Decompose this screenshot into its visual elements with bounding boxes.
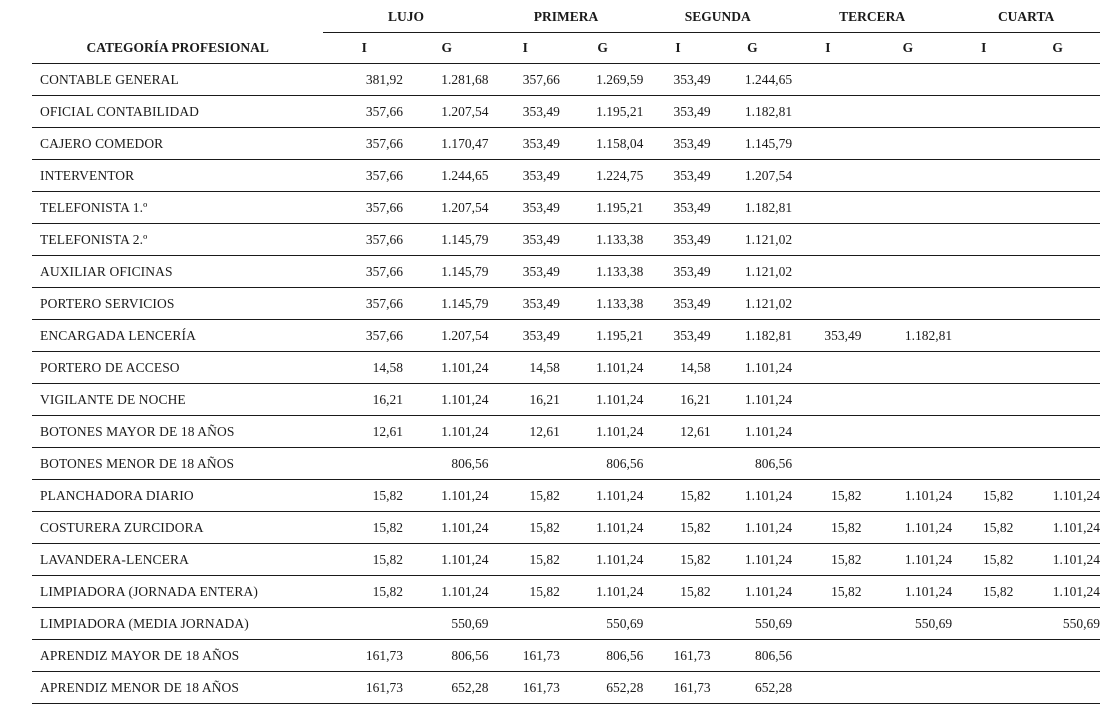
value-cell-g: 1.101,24 — [864, 512, 953, 544]
value-cell-i: 353,49 — [489, 128, 562, 160]
table-row — [32, 160, 1100, 192]
value-cell-i: 353,49 — [489, 288, 562, 320]
value-cell-g: 1.101,24 — [864, 544, 953, 576]
value-cell-g: 1.101,24 — [562, 352, 644, 384]
value-cell-i — [792, 640, 863, 672]
category-cell: TELEFONISTA 2.º — [32, 224, 323, 256]
table-row — [32, 128, 1100, 160]
value-cell-g — [864, 160, 953, 192]
value-cell-g: 1.158,04 — [562, 128, 644, 160]
category-cell: CONTABLE GENERAL — [32, 64, 323, 96]
value-cell-g: 550,69 — [864, 608, 953, 640]
value-cell-i — [489, 608, 562, 640]
value-cell-g — [864, 672, 953, 704]
value-cell-i — [952, 416, 1015, 448]
value-cell-i — [952, 96, 1015, 128]
table-row — [32, 224, 1100, 256]
value-cell-g: 1.224,75 — [562, 160, 644, 192]
table-row — [32, 416, 1100, 448]
value-cell-i — [643, 608, 712, 640]
value-cell-i: 353,49 — [489, 160, 562, 192]
value-cell-i: 357,66 — [323, 256, 405, 288]
value-cell-g: 1.145,79 — [713, 128, 793, 160]
value-cell-g — [1015, 640, 1100, 672]
value-cell-g: 1.207,54 — [405, 96, 489, 128]
value-cell-g: 1.195,21 — [562, 96, 644, 128]
value-cell-g: 1.101,24 — [562, 512, 644, 544]
value-cell-g: 1.101,24 — [864, 480, 953, 512]
value-cell-g: 1.170,47 — [405, 128, 489, 160]
value-cell-i: 16,21 — [323, 384, 405, 416]
value-cell-g: 652,28 — [562, 672, 644, 704]
value-cell-i — [323, 448, 405, 480]
value-cell-g: 1.195,21 — [562, 192, 644, 224]
sub-header-i: I — [952, 33, 1015, 64]
value-cell-i: 15,82 — [323, 512, 405, 544]
salary-table — [32, 0, 1100, 704]
value-cell-i — [792, 608, 863, 640]
category-cell: PLANCHADORA DIARIO — [32, 480, 323, 512]
value-cell-g: 1.101,24 — [713, 384, 793, 416]
value-cell-g: 652,28 — [405, 672, 489, 704]
value-cell-g: 1.101,24 — [1015, 512, 1100, 544]
value-cell-g: 550,69 — [405, 608, 489, 640]
value-cell-g — [864, 96, 953, 128]
value-cell-i: 14,58 — [323, 352, 405, 384]
value-cell-g — [1015, 288, 1100, 320]
value-cell-g: 1.101,24 — [405, 576, 489, 608]
value-cell-g: 1.269,59 — [562, 64, 644, 96]
value-cell-g: 1.121,02 — [713, 256, 793, 288]
value-cell-i — [952, 448, 1015, 480]
value-cell-i: 161,73 — [489, 672, 562, 704]
table-row — [32, 480, 1100, 512]
value-cell-i: 15,82 — [489, 576, 562, 608]
value-cell-i — [792, 224, 863, 256]
value-cell-i — [952, 192, 1015, 224]
value-cell-g: 1.244,65 — [405, 160, 489, 192]
value-cell-i: 15,82 — [792, 576, 863, 608]
category-cell: PORTERO SERVICIOS — [32, 288, 323, 320]
category-cell: LAVANDERA-LENCERA — [32, 544, 323, 576]
value-cell-g: 1.133,38 — [562, 224, 644, 256]
value-cell-i: 12,61 — [643, 416, 712, 448]
value-cell-i: 15,82 — [952, 576, 1015, 608]
value-cell-i — [792, 288, 863, 320]
value-cell-i: 15,82 — [792, 512, 863, 544]
value-cell-i — [952, 608, 1015, 640]
sub-header-g: G — [562, 33, 644, 64]
value-cell-i — [952, 320, 1015, 352]
value-cell-g: 1.101,24 — [562, 384, 644, 416]
value-cell-i — [792, 160, 863, 192]
sub-header-g: G — [1015, 33, 1100, 64]
value-cell-g — [1015, 128, 1100, 160]
table-row — [32, 448, 1100, 480]
value-cell-g — [1015, 192, 1100, 224]
value-cell-g: 1.207,54 — [405, 320, 489, 352]
category-cell: APRENDIZ MAYOR DE 18 AÑOS — [32, 640, 323, 672]
value-cell-g: 1.182,81 — [864, 320, 953, 352]
value-cell-g: 1.207,54 — [405, 192, 489, 224]
value-cell-i: 353,49 — [643, 160, 712, 192]
value-cell-i: 15,82 — [323, 544, 405, 576]
value-cell-i: 15,82 — [323, 576, 405, 608]
value-cell-g: 550,69 — [562, 608, 644, 640]
value-cell-i: 357,66 — [323, 128, 405, 160]
value-cell-i: 15,82 — [489, 512, 562, 544]
table-row — [32, 320, 1100, 352]
value-cell-i — [952, 160, 1015, 192]
value-cell-g: 1.121,02 — [713, 224, 793, 256]
value-cell-i: 15,82 — [643, 576, 712, 608]
table-row — [32, 352, 1100, 384]
table-row — [32, 512, 1100, 544]
value-cell-g: 1.133,38 — [562, 288, 644, 320]
value-cell-i: 14,58 — [489, 352, 562, 384]
value-cell-g — [864, 640, 953, 672]
value-cell-i — [952, 384, 1015, 416]
value-cell-i: 357,66 — [323, 96, 405, 128]
value-cell-g: 652,28 — [713, 672, 793, 704]
value-cell-g: 1.101,24 — [562, 416, 644, 448]
value-cell-i: 353,49 — [489, 192, 562, 224]
table-row — [32, 640, 1100, 672]
value-cell-g — [1015, 64, 1100, 96]
value-cell-i: 381,92 — [323, 64, 405, 96]
table-header — [32, 0, 1100, 64]
value-cell-g: 1.244,65 — [713, 64, 793, 96]
sub-header-i: I — [323, 33, 405, 64]
value-cell-i — [952, 672, 1015, 704]
value-cell-i: 15,82 — [952, 480, 1015, 512]
value-cell-i: 15,82 — [952, 544, 1015, 576]
value-cell-g — [864, 64, 953, 96]
category-column-header: CATEGORÍA PROFESIONAL — [32, 33, 323, 64]
value-cell-i — [952, 64, 1015, 96]
value-cell-g: 1.182,81 — [713, 320, 793, 352]
category-cell: INTERVENTOR — [32, 160, 323, 192]
category-cell: VIGILANTE DE NOCHE — [32, 384, 323, 416]
value-cell-i: 15,82 — [643, 544, 712, 576]
value-cell-g: 806,56 — [562, 640, 644, 672]
empty-header-cell — [32, 0, 323, 33]
sub-header-i: I — [643, 33, 712, 64]
value-cell-g: 1.101,24 — [405, 352, 489, 384]
value-cell-g: 1.101,24 — [405, 512, 489, 544]
value-cell-i: 353,49 — [489, 320, 562, 352]
value-cell-g: 1.195,21 — [562, 320, 644, 352]
value-cell-g: 1.101,24 — [405, 544, 489, 576]
value-cell-i: 15,82 — [643, 512, 712, 544]
value-cell-g: 1.101,24 — [713, 512, 793, 544]
group-header-lujo: LUJO — [323, 0, 488, 33]
value-cell-i: 353,49 — [489, 256, 562, 288]
value-cell-i — [792, 128, 863, 160]
value-cell-i — [792, 64, 863, 96]
value-cell-i — [792, 96, 863, 128]
value-cell-g — [1015, 256, 1100, 288]
table-row — [32, 192, 1100, 224]
sub-header-g: G — [713, 33, 793, 64]
value-cell-i: 357,66 — [489, 64, 562, 96]
value-cell-g: 1.101,24 — [405, 480, 489, 512]
value-cell-i: 357,66 — [323, 224, 405, 256]
value-cell-i: 353,49 — [643, 256, 712, 288]
table-row — [32, 384, 1100, 416]
category-cell: AUXILIAR OFICINAS — [32, 256, 323, 288]
value-cell-i: 16,21 — [489, 384, 562, 416]
category-cell: CAJERO COMEDOR — [32, 128, 323, 160]
table-row — [32, 96, 1100, 128]
value-cell-g: 1.101,24 — [562, 576, 644, 608]
value-cell-g: 1.101,24 — [864, 576, 953, 608]
value-cell-i: 357,66 — [323, 288, 405, 320]
table-row — [32, 64, 1100, 96]
table-row — [32, 544, 1100, 576]
value-cell-i — [792, 192, 863, 224]
value-cell-g — [1015, 320, 1100, 352]
value-cell-i — [792, 352, 863, 384]
value-cell-i: 353,49 — [643, 96, 712, 128]
value-cell-g — [1015, 352, 1100, 384]
value-cell-g — [864, 448, 953, 480]
value-cell-i: 161,73 — [643, 640, 712, 672]
value-cell-g — [1015, 384, 1100, 416]
value-cell-g: 806,56 — [405, 640, 489, 672]
sub-header-g: G — [864, 33, 953, 64]
value-cell-i — [952, 288, 1015, 320]
value-cell-i: 353,49 — [643, 64, 712, 96]
value-cell-i: 161,73 — [643, 672, 712, 704]
value-cell-i: 15,82 — [323, 480, 405, 512]
value-cell-i — [952, 128, 1015, 160]
table-row — [32, 256, 1100, 288]
category-cell: PORTERO DE ACCESO — [32, 352, 323, 384]
category-cell: BOTONES MAYOR DE 18 AÑOS — [32, 416, 323, 448]
value-cell-g: 806,56 — [713, 448, 793, 480]
group-header-segunda: SEGUNDA — [643, 0, 792, 33]
value-cell-i: 353,49 — [643, 192, 712, 224]
value-cell-i: 15,82 — [792, 544, 863, 576]
sub-header-row — [32, 33, 1100, 64]
group-header-row — [32, 0, 1100, 33]
value-cell-g: 1.101,24 — [405, 416, 489, 448]
table-body — [32, 64, 1100, 704]
value-cell-g — [1015, 448, 1100, 480]
value-cell-g — [864, 224, 953, 256]
value-cell-g: 806,56 — [713, 640, 793, 672]
value-cell-g: 1.145,79 — [405, 256, 489, 288]
value-cell-i: 161,73 — [489, 640, 562, 672]
value-cell-i: 161,73 — [323, 672, 405, 704]
value-cell-i: 15,82 — [489, 480, 562, 512]
value-cell-g — [864, 256, 953, 288]
value-cell-g: 1.101,24 — [562, 480, 644, 512]
value-cell-i — [792, 416, 863, 448]
value-cell-g: 550,69 — [713, 608, 793, 640]
value-cell-i: 15,82 — [952, 512, 1015, 544]
value-cell-i: 357,66 — [323, 160, 405, 192]
value-cell-g — [864, 288, 953, 320]
value-cell-i: 353,49 — [489, 224, 562, 256]
value-cell-i: 353,49 — [643, 224, 712, 256]
value-cell-i: 15,82 — [792, 480, 863, 512]
value-cell-i — [952, 256, 1015, 288]
value-cell-i: 161,73 — [323, 640, 405, 672]
value-cell-g: 806,56 — [405, 448, 489, 480]
table-row — [32, 576, 1100, 608]
value-cell-i — [792, 448, 863, 480]
value-cell-g: 1.133,38 — [562, 256, 644, 288]
value-cell-i: 12,61 — [489, 416, 562, 448]
value-cell-i: 12,61 — [323, 416, 405, 448]
table-row — [32, 608, 1100, 640]
value-cell-i — [952, 352, 1015, 384]
category-cell: OFICIAL CONTABILIDAD — [32, 96, 323, 128]
value-cell-g: 550,69 — [1015, 608, 1100, 640]
value-cell-g — [864, 352, 953, 384]
category-cell: BOTONES MENOR DE 18 AÑOS — [32, 448, 323, 480]
value-cell-i — [792, 384, 863, 416]
value-cell-g — [864, 384, 953, 416]
value-cell-g — [1015, 224, 1100, 256]
sub-header-g: G — [405, 33, 489, 64]
value-cell-g — [1015, 96, 1100, 128]
value-cell-i — [323, 608, 405, 640]
value-cell-g: 806,56 — [562, 448, 644, 480]
category-cell: ENCARGADA LENCERÍA — [32, 320, 323, 352]
value-cell-g: 1.101,24 — [405, 384, 489, 416]
value-cell-i: 15,82 — [489, 544, 562, 576]
value-cell-g: 1.101,24 — [1015, 544, 1100, 576]
table-row — [32, 288, 1100, 320]
value-cell-g — [1015, 672, 1100, 704]
value-cell-g: 1.101,24 — [1015, 576, 1100, 608]
value-cell-g: 1.101,24 — [1015, 480, 1100, 512]
value-cell-i — [792, 256, 863, 288]
value-cell-i: 353,49 — [643, 128, 712, 160]
value-cell-g: 1.182,81 — [713, 96, 793, 128]
value-cell-g: 1.145,79 — [405, 288, 489, 320]
value-cell-g: 1.101,24 — [713, 480, 793, 512]
value-cell-g — [864, 416, 953, 448]
category-cell: APRENDIZ MENOR DE 18 AÑOS — [32, 672, 323, 704]
value-cell-g: 1.182,81 — [713, 192, 793, 224]
value-cell-i — [952, 224, 1015, 256]
category-cell: COSTURERA ZURCIDORA — [32, 512, 323, 544]
value-cell-g: 1.101,24 — [713, 576, 793, 608]
value-cell-g — [1015, 160, 1100, 192]
value-cell-g — [864, 128, 953, 160]
value-cell-i — [643, 448, 712, 480]
category-cell: TELEFONISTA 1.º — [32, 192, 323, 224]
value-cell-i: 357,66 — [323, 320, 405, 352]
value-cell-g: 1.101,24 — [562, 544, 644, 576]
value-cell-i: 16,21 — [643, 384, 712, 416]
value-cell-i: 353,49 — [489, 96, 562, 128]
value-cell-g — [1015, 416, 1100, 448]
value-cell-i: 353,49 — [643, 320, 712, 352]
value-cell-i — [792, 672, 863, 704]
value-cell-i: 357,66 — [323, 192, 405, 224]
group-header-primera: PRIMERA — [489, 0, 644, 33]
group-header-tercera: TERCERA — [792, 0, 952, 33]
group-header-cuarta: CUARTA — [952, 0, 1100, 33]
value-cell-i: 15,82 — [643, 480, 712, 512]
value-cell-i — [952, 640, 1015, 672]
category-cell: LIMPIADORA (JORNADA ENTERA) — [32, 576, 323, 608]
value-cell-i: 353,49 — [792, 320, 863, 352]
value-cell-g: 1.207,54 — [713, 160, 793, 192]
value-cell-i — [489, 448, 562, 480]
sub-header-i: I — [792, 33, 863, 64]
value-cell-g: 1.281,68 — [405, 64, 489, 96]
value-cell-g: 1.145,79 — [405, 224, 489, 256]
table-row — [32, 672, 1100, 704]
value-cell-g: 1.101,24 — [713, 352, 793, 384]
sub-header-i: I — [489, 33, 562, 64]
value-cell-i: 353,49 — [643, 288, 712, 320]
value-cell-i: 14,58 — [643, 352, 712, 384]
category-cell: LIMPIADORA (MEDIA JORNADA) — [32, 608, 323, 640]
value-cell-g — [864, 192, 953, 224]
value-cell-g: 1.101,24 — [713, 416, 793, 448]
value-cell-g: 1.101,24 — [713, 544, 793, 576]
value-cell-g: 1.121,02 — [713, 288, 793, 320]
